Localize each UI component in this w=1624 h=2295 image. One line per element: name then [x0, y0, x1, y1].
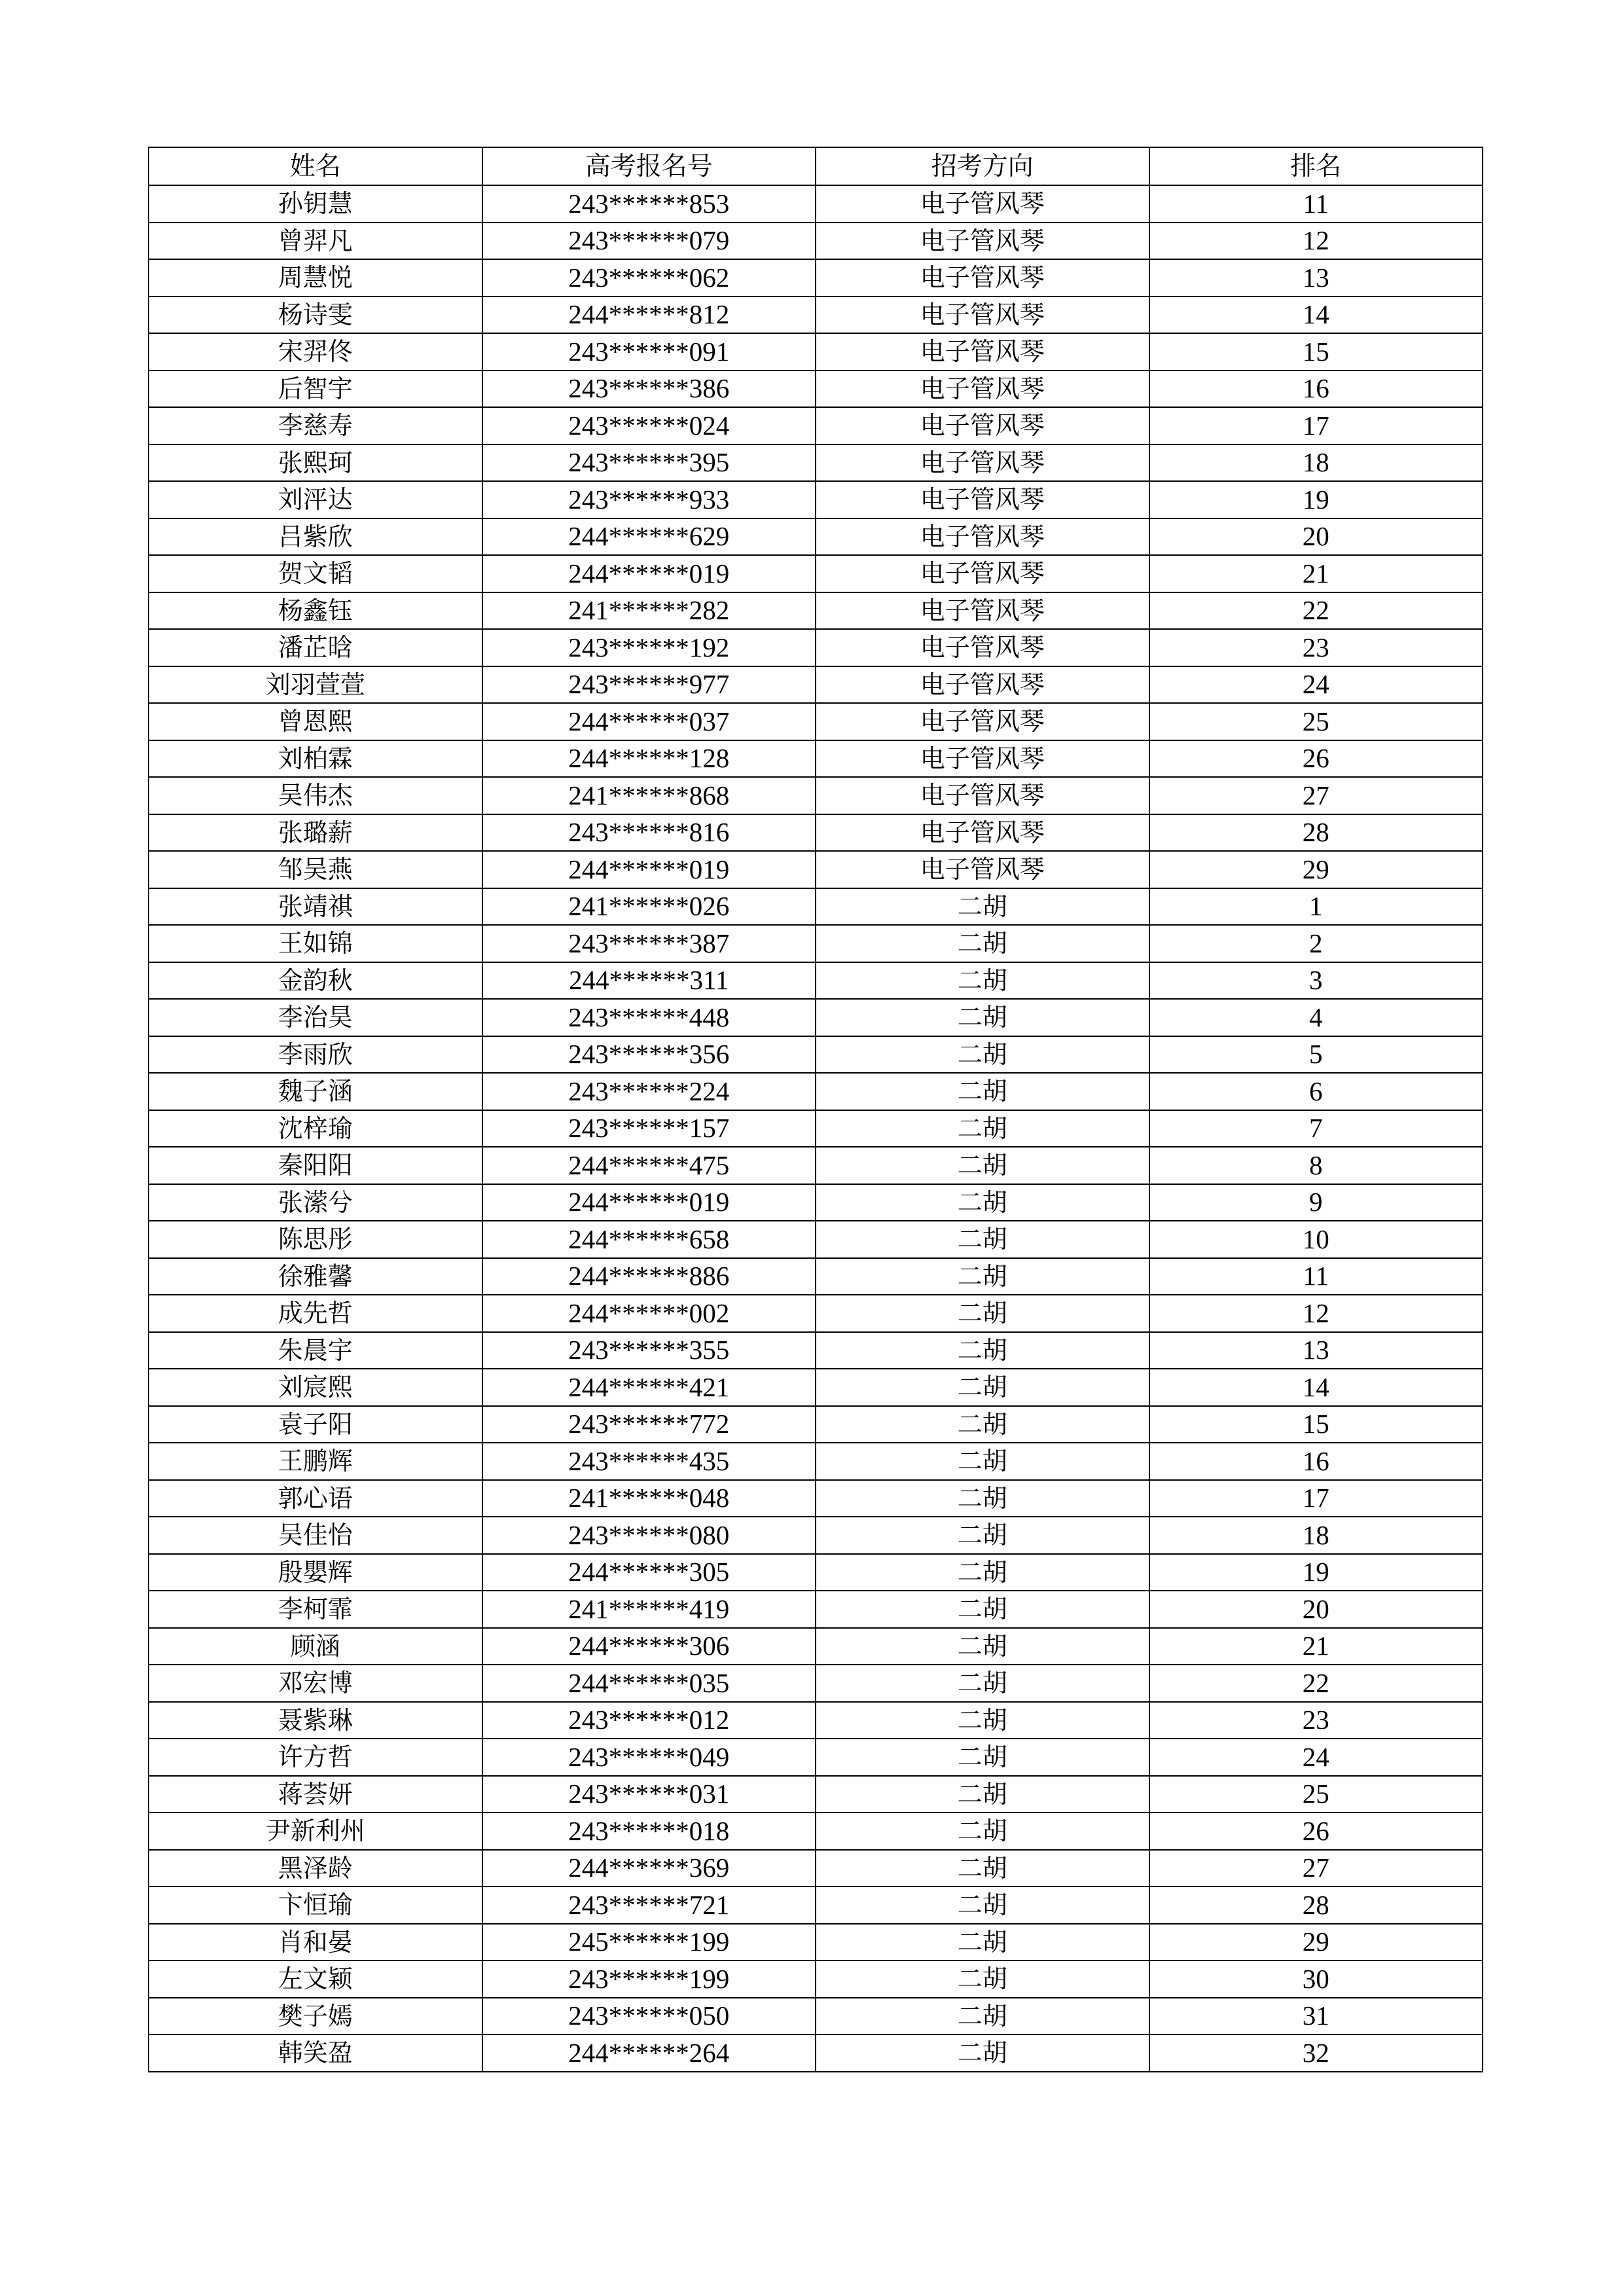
- table-row: [149, 851, 1483, 888]
- cell-exam-number: 243******031: [482, 1776, 816, 1813]
- cell-rank: 29: [1149, 1924, 1483, 1961]
- cell-rank: 11: [1149, 1258, 1483, 1295]
- cell-exam-number: 243******012: [482, 1702, 816, 1739]
- cell-name: 邹吴燕: [149, 851, 482, 888]
- cell-name: 吴佳怡: [149, 1517, 482, 1554]
- table-row: [149, 370, 1483, 408]
- table-row: [149, 629, 1483, 666]
- cell-name: 卞恒瑜: [149, 1887, 482, 1924]
- cell-direction: 电子管风琴: [816, 333, 1149, 370]
- cell-exam-number: 244******019: [482, 851, 816, 888]
- cell-rank: 10: [1149, 1221, 1483, 1258]
- cell-name: 刘泙达: [149, 481, 482, 518]
- cell-rank: 32: [1149, 2034, 1483, 2072]
- cell-exam-number: 244******019: [482, 1184, 816, 1221]
- cell-name: 贺文韬: [149, 555, 482, 592]
- cell-name: 袁子阳: [149, 1406, 482, 1443]
- cell-exam-number: 244******421: [482, 1369, 816, 1406]
- cell-direction: 二胡: [816, 1776, 1149, 1813]
- cell-direction: 二胡: [816, 1369, 1149, 1406]
- cell-rank: 4: [1149, 999, 1483, 1036]
- table-row: [149, 1776, 1483, 1813]
- table-row: [149, 1036, 1483, 1074]
- cell-exam-number: 243******224: [482, 1073, 816, 1110]
- cell-direction: 二胡: [816, 1295, 1149, 1332]
- cell-name: 左文颖: [149, 1961, 482, 1998]
- cell-direction: 二胡: [816, 1147, 1149, 1184]
- cell-name: 王如锦: [149, 925, 482, 962]
- cell-direction: 二胡: [816, 1554, 1149, 1591]
- cell-name: 蒋荟妍: [149, 1776, 482, 1813]
- cell-direction: 二胡: [816, 1036, 1149, 1074]
- cell-rank: 25: [1149, 703, 1483, 740]
- cell-direction: 二胡: [816, 1443, 1149, 1480]
- cell-rank: 28: [1149, 1887, 1483, 1924]
- table-row: [149, 1739, 1483, 1776]
- cell-exam-number: 241******419: [482, 1591, 816, 1628]
- cell-direction: 二胡: [816, 1221, 1149, 1258]
- table-row: [149, 1591, 1483, 1628]
- cell-exam-number: 244******475: [482, 1147, 816, 1184]
- cell-rank: 7: [1149, 1110, 1483, 1148]
- cell-exam-number: 244******812: [482, 297, 816, 334]
- cell-name: 张熙珂: [149, 444, 482, 482]
- cell-name: 潘芷晗: [149, 629, 482, 666]
- cell-direction: 电子管风琴: [816, 223, 1149, 260]
- cell-rank: 20: [1149, 518, 1483, 556]
- cell-rank: 14: [1149, 297, 1483, 334]
- table-row: [149, 185, 1483, 223]
- cell-direction: 电子管风琴: [816, 703, 1149, 740]
- table-row: [149, 1924, 1483, 1961]
- cell-name: 王鹏辉: [149, 1443, 482, 1480]
- cell-direction: 二胡: [816, 1702, 1149, 1739]
- cell-exam-number: 243******435: [482, 1443, 816, 1480]
- cell-rank: 16: [1149, 1443, 1483, 1480]
- cell-name: 成先哲: [149, 1295, 482, 1332]
- header-exam-number: 高考报名号: [482, 147, 816, 185]
- cell-exam-number: 243******192: [482, 629, 816, 666]
- cell-exam-number: 243******356: [482, 1036, 816, 1074]
- cell-name: 金韵秋: [149, 962, 482, 1000]
- cell-direction: 二胡: [816, 2034, 1149, 2072]
- cell-rank: 25: [1149, 1776, 1483, 1813]
- cell-direction: 二胡: [816, 962, 1149, 1000]
- table-row: [149, 999, 1483, 1036]
- cell-direction: 二胡: [816, 1739, 1149, 1776]
- cell-rank: 15: [1149, 1406, 1483, 1443]
- header-name: 姓名: [149, 147, 482, 185]
- table-row: [149, 1628, 1483, 1665]
- cell-exam-number: 244******019: [482, 555, 816, 592]
- cell-direction: 二胡: [816, 1813, 1149, 1850]
- cell-exam-number: 243******816: [482, 814, 816, 852]
- cell-direction: 电子管风琴: [816, 555, 1149, 592]
- cell-exam-number: 241******282: [482, 592, 816, 630]
- cell-rank: 13: [1149, 1332, 1483, 1369]
- cell-exam-number: 243******049: [482, 1739, 816, 1776]
- cell-exam-number: 245******199: [482, 1924, 816, 1961]
- table-row: [149, 297, 1483, 334]
- cell-rank: 19: [1149, 481, 1483, 518]
- cell-rank: 29: [1149, 851, 1483, 888]
- table-row: [149, 1369, 1483, 1406]
- table-row: [149, 1998, 1483, 2035]
- cell-name: 杨鑫钰: [149, 592, 482, 630]
- table-row: [149, 1406, 1483, 1443]
- table-row: [149, 518, 1483, 556]
- cell-name: 郭心语: [149, 1480, 482, 1517]
- cell-rank: 28: [1149, 814, 1483, 852]
- cell-rank: 8: [1149, 1147, 1483, 1184]
- table-row: [149, 444, 1483, 482]
- cell-rank: 2: [1149, 925, 1483, 962]
- cell-exam-number: 243******050: [482, 1998, 816, 2035]
- cell-name: 周慧悦: [149, 259, 482, 297]
- table-row: [149, 1665, 1483, 1702]
- cell-direction: 电子管风琴: [816, 851, 1149, 888]
- cell-name: 肖和晏: [149, 1924, 482, 1961]
- table-row: [149, 1332, 1483, 1369]
- cell-exam-number: 244******305: [482, 1554, 816, 1591]
- table-row: [149, 740, 1483, 778]
- cell-exam-number: 243******018: [482, 1813, 816, 1850]
- cell-rank: 3: [1149, 962, 1483, 1000]
- cell-direction: 二胡: [816, 1591, 1149, 1628]
- cell-name: 曾恩熙: [149, 703, 482, 740]
- table-row: [149, 555, 1483, 592]
- cell-direction: 二胡: [816, 1073, 1149, 1110]
- cell-name: 沈梓瑜: [149, 1110, 482, 1148]
- cell-rank: 21: [1149, 1628, 1483, 1665]
- cell-rank: 19: [1149, 1554, 1483, 1591]
- cell-direction: 二胡: [816, 1887, 1149, 1924]
- table-row: [149, 1813, 1483, 1850]
- cell-direction: 二胡: [816, 999, 1149, 1036]
- cell-name: 吴伟杰: [149, 777, 482, 814]
- cell-name: 刘宸熙: [149, 1369, 482, 1406]
- cell-rank: 27: [1149, 777, 1483, 814]
- table-row: [149, 777, 1483, 814]
- cell-rank: 17: [1149, 1480, 1483, 1517]
- cell-name: 张潆兮: [149, 1184, 482, 1221]
- cell-exam-number: 243******157: [482, 1110, 816, 1148]
- table-row: [149, 592, 1483, 630]
- cell-exam-number: 243******977: [482, 666, 816, 704]
- cell-direction: 二胡: [816, 1850, 1149, 1887]
- table-row: [149, 1961, 1483, 1998]
- cell-exam-number: 243******062: [482, 259, 816, 297]
- cell-rank: 15: [1149, 333, 1483, 370]
- cell-rank: 20: [1149, 1591, 1483, 1628]
- cell-direction: 电子管风琴: [816, 592, 1149, 630]
- table-row: [149, 1702, 1483, 1739]
- table-row: [149, 407, 1483, 444]
- cell-exam-number: 244******035: [482, 1665, 816, 1702]
- cell-direction: 二胡: [816, 1517, 1149, 1554]
- table-row: [149, 1184, 1483, 1221]
- cell-exam-number: 244******306: [482, 1628, 816, 1665]
- table-row: [149, 703, 1483, 740]
- table-row: [149, 481, 1483, 518]
- cell-direction: 电子管风琴: [816, 814, 1149, 852]
- cell-name: 杨诗雯: [149, 297, 482, 334]
- cell-direction: 二胡: [816, 1665, 1149, 1702]
- table-row: [149, 1073, 1483, 1110]
- table-row: [149, 1295, 1483, 1332]
- cell-name: 张靖祺: [149, 888, 482, 926]
- cell-rank: 1: [1149, 888, 1483, 926]
- table-row: [149, 1147, 1483, 1184]
- table-row: [149, 814, 1483, 852]
- cell-name: 尹新利州: [149, 1813, 482, 1850]
- cell-exam-number: 243******091: [482, 333, 816, 370]
- cell-rank: 21: [1149, 555, 1483, 592]
- cell-name: 朱晨宇: [149, 1332, 482, 1369]
- table-row: [149, 1480, 1483, 1517]
- cell-direction: 二胡: [816, 1628, 1149, 1665]
- cell-name: 李柯霏: [149, 1591, 482, 1628]
- cell-rank: 12: [1149, 223, 1483, 260]
- cell-exam-number: 244******369: [482, 1850, 816, 1887]
- table-row: [149, 1221, 1483, 1258]
- cell-exam-number: 243******933: [482, 481, 816, 518]
- cell-rank: 5: [1149, 1036, 1483, 1074]
- table-row: [149, 1443, 1483, 1480]
- cell-exam-number: 244******629: [482, 518, 816, 556]
- cell-name: 李慈寿: [149, 407, 482, 444]
- cell-direction: 电子管风琴: [816, 370, 1149, 408]
- cell-name: 秦阳阳: [149, 1147, 482, 1184]
- cell-exam-number: 243******395: [482, 444, 816, 482]
- cell-rank: 18: [1149, 1517, 1483, 1554]
- cell-exam-number: 241******868: [482, 777, 816, 814]
- cell-direction: 二胡: [816, 1961, 1149, 1998]
- cell-name: 宋羿佟: [149, 333, 482, 370]
- cell-exam-number: 244******658: [482, 1221, 816, 1258]
- cell-direction: 二胡: [816, 1406, 1149, 1443]
- table-row: [149, 1850, 1483, 1887]
- table-row: [149, 1554, 1483, 1591]
- cell-direction: 二胡: [816, 1184, 1149, 1221]
- cell-direction: 电子管风琴: [816, 185, 1149, 223]
- cell-rank: 22: [1149, 1665, 1483, 1702]
- table-row: [149, 925, 1483, 962]
- cell-name: 后智宇: [149, 370, 482, 408]
- cell-rank: 27: [1149, 1850, 1483, 1887]
- cell-name: 殷嬰辉: [149, 1554, 482, 1591]
- table-row: [149, 666, 1483, 704]
- header-row: [149, 147, 1483, 185]
- cell-exam-number: 244******311: [482, 962, 816, 1000]
- table-body: [149, 185, 1483, 2072]
- cell-name: 聂紫琳: [149, 1702, 482, 1739]
- table-row: [149, 1258, 1483, 1295]
- cell-direction: 电子管风琴: [816, 297, 1149, 334]
- table-row: [149, 333, 1483, 370]
- cell-name: 邓宏博: [149, 1665, 482, 1702]
- cell-direction: 二胡: [816, 1998, 1149, 2035]
- cell-name: 刘羽萱萱: [149, 666, 482, 704]
- cell-exam-number: 243******772: [482, 1406, 816, 1443]
- cell-rank: 9: [1149, 1184, 1483, 1221]
- cell-exam-number: 243******024: [482, 407, 816, 444]
- cell-name: 魏子涵: [149, 1073, 482, 1110]
- cell-exam-number: 243******355: [482, 1332, 816, 1369]
- cell-direction: 电子管风琴: [816, 629, 1149, 666]
- cell-direction: 二胡: [816, 1924, 1149, 1961]
- cell-rank: 12: [1149, 1295, 1483, 1332]
- cell-rank: 26: [1149, 740, 1483, 778]
- cell-name: 吕紫欣: [149, 518, 482, 556]
- table-row: [149, 888, 1483, 926]
- cell-name: 许方哲: [149, 1739, 482, 1776]
- cell-direction: 电子管风琴: [816, 444, 1149, 482]
- cell-direction: 二胡: [816, 1258, 1149, 1295]
- cell-direction: 二胡: [816, 1332, 1149, 1369]
- cell-exam-number: 243******079: [482, 223, 816, 260]
- table-row: [149, 259, 1483, 297]
- cell-name: 曾羿凡: [149, 223, 482, 260]
- cell-name: 孙钥慧: [149, 185, 482, 223]
- cell-exam-number: 244******002: [482, 1295, 816, 1332]
- cell-rank: 11: [1149, 185, 1483, 223]
- cell-name: 徐雅馨: [149, 1258, 482, 1295]
- cell-name: 陈思彤: [149, 1221, 482, 1258]
- cell-name: 韩笑盈: [149, 2034, 482, 2072]
- table-row: [149, 962, 1483, 1000]
- cell-exam-number: 243******853: [482, 185, 816, 223]
- cell-name: 樊子嫣: [149, 1998, 482, 2035]
- cell-rank: 23: [1149, 629, 1483, 666]
- cell-direction: 二胡: [816, 925, 1149, 962]
- cell-direction: 二胡: [816, 1480, 1149, 1517]
- cell-exam-number: 243******387: [482, 925, 816, 962]
- header-rank: 排名: [1149, 147, 1483, 185]
- cell-name: 李治昊: [149, 999, 482, 1036]
- cell-exam-number: 244******128: [482, 740, 816, 778]
- table-row: [149, 1517, 1483, 1554]
- cell-exam-number: 243******199: [482, 1961, 816, 1998]
- cell-direction: 电子管风琴: [816, 259, 1149, 297]
- cell-exam-number: 243******386: [482, 370, 816, 408]
- cell-rank: 18: [1149, 444, 1483, 482]
- cell-rank: 23: [1149, 1702, 1483, 1739]
- cell-direction: 二胡: [816, 888, 1149, 926]
- header-direction: 招考方向: [816, 147, 1149, 185]
- cell-rank: 24: [1149, 1739, 1483, 1776]
- table-row: [149, 2034, 1483, 2072]
- cell-direction: 电子管风琴: [816, 407, 1149, 444]
- cell-name: 黑泽龄: [149, 1850, 482, 1887]
- cell-rank: 26: [1149, 1813, 1483, 1850]
- cell-rank: 24: [1149, 666, 1483, 704]
- cell-exam-number: 244******037: [482, 703, 816, 740]
- ranking-table: [148, 147, 1483, 2072]
- cell-name: 顾涵: [149, 1628, 482, 1665]
- cell-direction: 电子管风琴: [816, 481, 1149, 518]
- cell-direction: 电子管风琴: [816, 666, 1149, 704]
- cell-rank: 22: [1149, 592, 1483, 630]
- cell-rank: 6: [1149, 1073, 1483, 1110]
- cell-direction: 电子管风琴: [816, 777, 1149, 814]
- cell-rank: 16: [1149, 370, 1483, 408]
- cell-exam-number: 243******721: [482, 1887, 816, 1924]
- cell-rank: 30: [1149, 1961, 1483, 1998]
- cell-exam-number: 241******048: [482, 1480, 816, 1517]
- cell-rank: 31: [1149, 1998, 1483, 2035]
- table-row: [149, 1887, 1483, 1924]
- cell-direction: 电子管风琴: [816, 740, 1149, 778]
- cell-rank: 17: [1149, 407, 1483, 444]
- cell-direction: 电子管风琴: [816, 518, 1149, 556]
- table-row: [149, 223, 1483, 260]
- table-row: [149, 1110, 1483, 1148]
- cell-exam-number: 243******448: [482, 999, 816, 1036]
- cell-exam-number: 244******886: [482, 1258, 816, 1295]
- cell-name: 刘柏霖: [149, 740, 482, 778]
- cell-rank: 14: [1149, 1369, 1483, 1406]
- cell-rank: 13: [1149, 259, 1483, 297]
- cell-exam-number: 243******080: [482, 1517, 816, 1554]
- cell-name: 李雨欣: [149, 1036, 482, 1074]
- cell-direction: 二胡: [816, 1110, 1149, 1148]
- cell-exam-number: 244******264: [482, 2034, 816, 2072]
- cell-name: 张璐薪: [149, 814, 482, 852]
- cell-exam-number: 241******026: [482, 888, 816, 926]
